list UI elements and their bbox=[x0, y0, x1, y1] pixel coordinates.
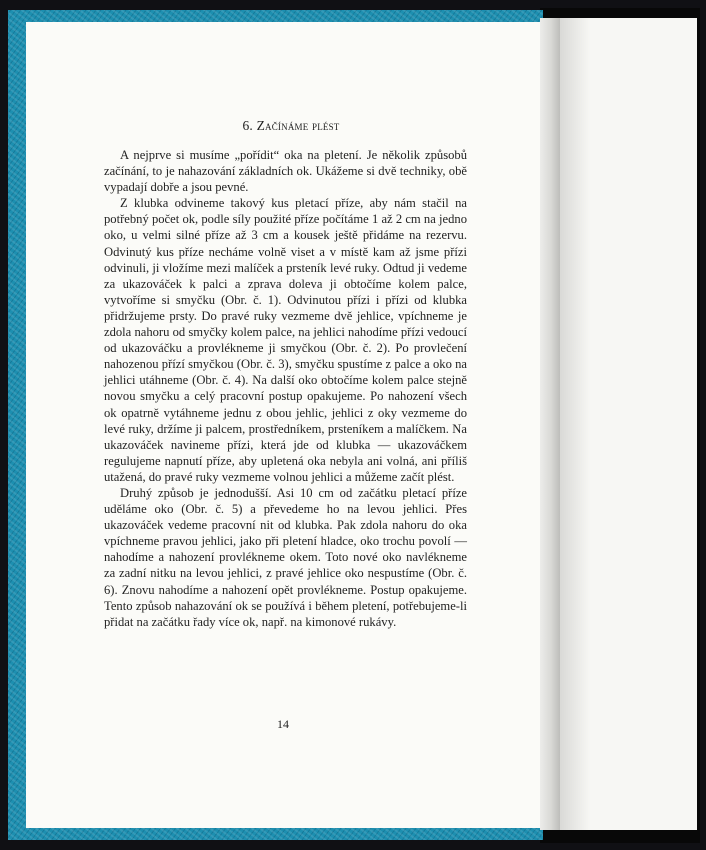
paragraph: Z klubka odvineme takový kus pletací příze, aby nám stačil na potřebný počet ok, podle síly použité příze počítáme 1 až 2 cm na jedno oko, u velmi silné příze až 3 cm a kousek ještě přidáme na rezervu. Odvinutý kus příze necháme volně viset a v místě kam až jsme přízi odvinuli, ji vložíme mezi malíček a prsteník levé ruky. Odtud ji vedeme za ukazováček k palci a zprava doleva ji obtočíme kolem palce, vytvoříme si smyčku (Obr. č. 1). Odvinutou přízi i přízi od klubka přidržujeme prsty. Do pravé ruky vezmeme dvě jehlice, vpíchneme je zdola nahoru od smyčky kolem palce, na jehlici nahodíme přízi vedoucí od ukazováčku a provlékneme ji smyčkou (Obr. č. 2). Po provlečení nahozenou přízí smyčkou (Obr. č. 3), smyčku spustíme z palce a oko na jehlici utáhneme (Obr. č. 4). Na další oko obtočíme kolem palce stejně novou smyčku a celý pracovní postup opakujeme. Po nahození všech ok opatrně vytáhneme jednu z obou jehlic, jehlici z oky vezmeme do levé ruky, držíme ji palcem, prostředníkem, prsteníkem a malíčkem. Na ukazováček navineme přízi, která jde od klubka — ukazováčkem regulujeme napnutí příze, aby upletená oka nebyla ani volná, ani příliš utažená, do pravé ruky vezmeme volnou jehlici a můžeme začít plést. bbox=[104, 196, 467, 484]
page-gutter bbox=[540, 18, 560, 830]
paragraph: A nejprve si musíme „pořídit“ oka na pletení. Je několik způsobů začínání, to je nahazování základních ok. Ukážeme si dvě techniky, obě vypadají dobře a jsou pevné. bbox=[104, 148, 467, 195]
paragraph: Druhý způsob je jednodušší. Asi 10 cm od začátku pletací příze uděláme oko (Obr. č. 5) a převedeme ho na levou jehlici. Přes ukazováček vedeme pracovní nit od klubka. Pak zdola nahoru do oka vpíchneme pravou jehlici, jako při pletení hladce, oko trochu povolí — nahodíme a nahození provlékneme okem. Toto nové oko navlékneme za zadní nitku na levou jehlici, z pravé jehlice oko nespustíme (Obr. č. 6). Znovu nahodíme a nahození opět provlékneme. Postup opakujeme. Tento způsob nahazování ok se používá i během pletení, potřebujeme-li přidat na začátku řady více ok, např. na kimonové rukávy. bbox=[104, 485, 467, 629]
body-text bbox=[104, 147, 467, 630]
chapter-heading: 6. Začínáme plést bbox=[242, 118, 340, 133]
page-number: 14 bbox=[277, 717, 289, 731]
facing-page-shadow bbox=[560, 18, 590, 830]
